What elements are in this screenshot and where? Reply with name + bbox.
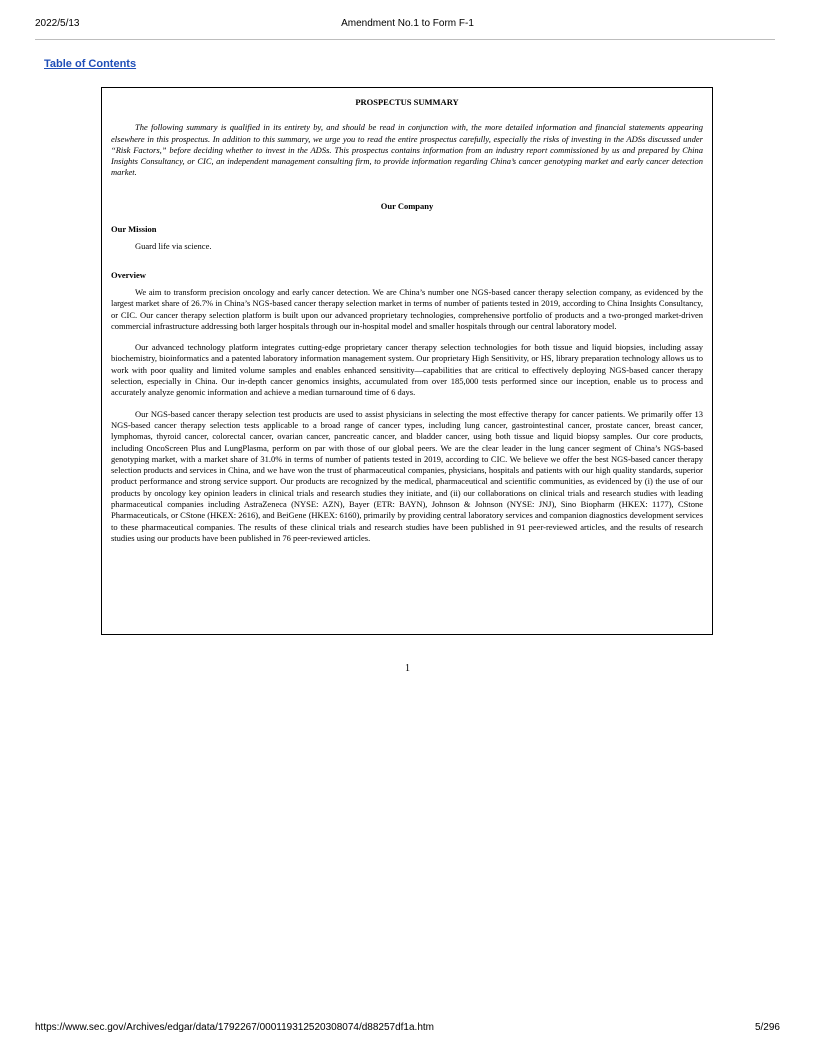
page-count: 5/296 [754, 1022, 780, 1033]
our-company-heading: Our Company [380, 200, 434, 211]
print-footer [35, 1022, 780, 1038]
mission-text: Guard life via science. [135, 241, 212, 252]
print-header [35, 18, 780, 34]
overview-paragraph: Our NGS-based cancer therapy selection test products are used to assist physicians in selecting the most effective therapy for cancer patients. We primarily offer 13 NGS-based cancer therapy selection tests applicable to a broad range of cancer types, including lung cancer, gastrointestinal cancer, prostate cancer, breast cancer, lymphomas, thyroid cancer, colorectal cancer, ovarian cancer, pancreatic cancer, and bladder cancer, using both tissue and liquid biopsy samples. Our core products, including OncoScreen Plus and LungPlasma, perform on par with those of our global peers. We are the clear leader in the lung cancer segment of China’s NGS-based genotyping market, with a market share of 31.0% in terms of number of patients tested in 2019, according to CIC. We believe we offer the best NGS-based cancer therapy selection products and services in China, and we have won the trust of pharmaceutical companies, physicians, hospitals and patients with our high quality standards, superior product performance and strong service support. Our products are recognized by the medical, pharmaceutical and scientific communities, as evidenced by (i) the use of our products by oncology key opinion leaders in clinical trials and research studies they initiate, and (ii) our collaborations on clinical trials and research studies with leading pharmaceutical companies including AstraZeneca (NYSE: AZN), Bayer (ETR: BAYN), Johnson & Johnson (NYSE: JNJ), Sino Biopharm (HKEX: 1177), CStone Pharmaceuticals, or CStone (HKEX: 2616), and BeiGene (HKEX: 6160), primarily by providing central laboratory services and companion diagnostics development services to these pharmaceutical companies. The results of these clinical trials and research studies have been published in 91 peer-reviewed articles, and the results of research studies using our products have been published in 76 peer-reviewed articles. [111, 408, 704, 543]
prospectus-summary-box [101, 87, 713, 635]
source-url: https://www.sec.gov/Archives/edgar/data/1792267/000119312520308074/d88257df1a.htm [35, 1022, 434, 1033]
overview-heading: Overview [111, 269, 146, 280]
print-date: 2022/5/13 [35, 18, 80, 29]
document-title: Amendment No.1 to Form F-1 [341, 18, 474, 29]
summary-intro: The following summary is qualified in its entirety by, and should be read in conjunction with, the more detailed information and financial statements appearing elsewhere in this prospectus. In addition to this summary, we urge you to read the entire prospectus carefully, especially the risks of investing in the ADSs discussed under “Risk Factors,” before deciding whether to invest in the ADSs. This prospectus contains information from an industry report commissioned by us and prepared by China Insights Consultancy, or CIC, an independent management consulting firm, to provide information regarding China’s cancer genotyping market and early cancer detection market. [111, 122, 703, 178]
overview-paragraph: Our advanced technology platform integrates cutting-edge proprietary cancer therapy selection technologies for both tissue and liquid biopsies, including assay biochemistry, bioinformatics and a patented laboratory information management system. Our proprietary High Sensitivity, or HS, library preparation technology allows us to work with poor quality and limited volume samples and enables enhanced sensitivity—capabilities that are critical to effectively deploying NGS-based cancer therapy selection, especially in China. Our in-depth cancer genomics insights, accumulated from over 185,000 tests performed since our inception, enable us to process and accurately analyze genomic information and achieve a median turnaround time of 6 days. [111, 342, 703, 398]
page-number: 1 [405, 663, 410, 674]
our-mission-heading: Our Mission [111, 224, 157, 235]
header-divider [35, 39, 775, 40]
overview-paragraph: We aim to transform precision oncology and early cancer detection. We are China’s number one NGS-based cancer therapy selection company, as evidenced by the largest market share of 26.7% in China’s NGS-based cancer therapy selection market in terms of number of patients tested in 2019, according to China Insights Consultancy, or CIC. Our cancer therapy selection platform is built upon our advanced proprietary technologies, comprehensive portfolio of products and a two-pronged market-driven commercial infrastructure addressing both larger hospitals through our in-hospital model and smaller hospitals through our central laboratory model. [111, 286, 703, 331]
summary-title: PROSPECTUS SUMMARY [355, 97, 459, 107]
table-of-contents-link[interactable]: Table of Contents [44, 58, 137, 70]
